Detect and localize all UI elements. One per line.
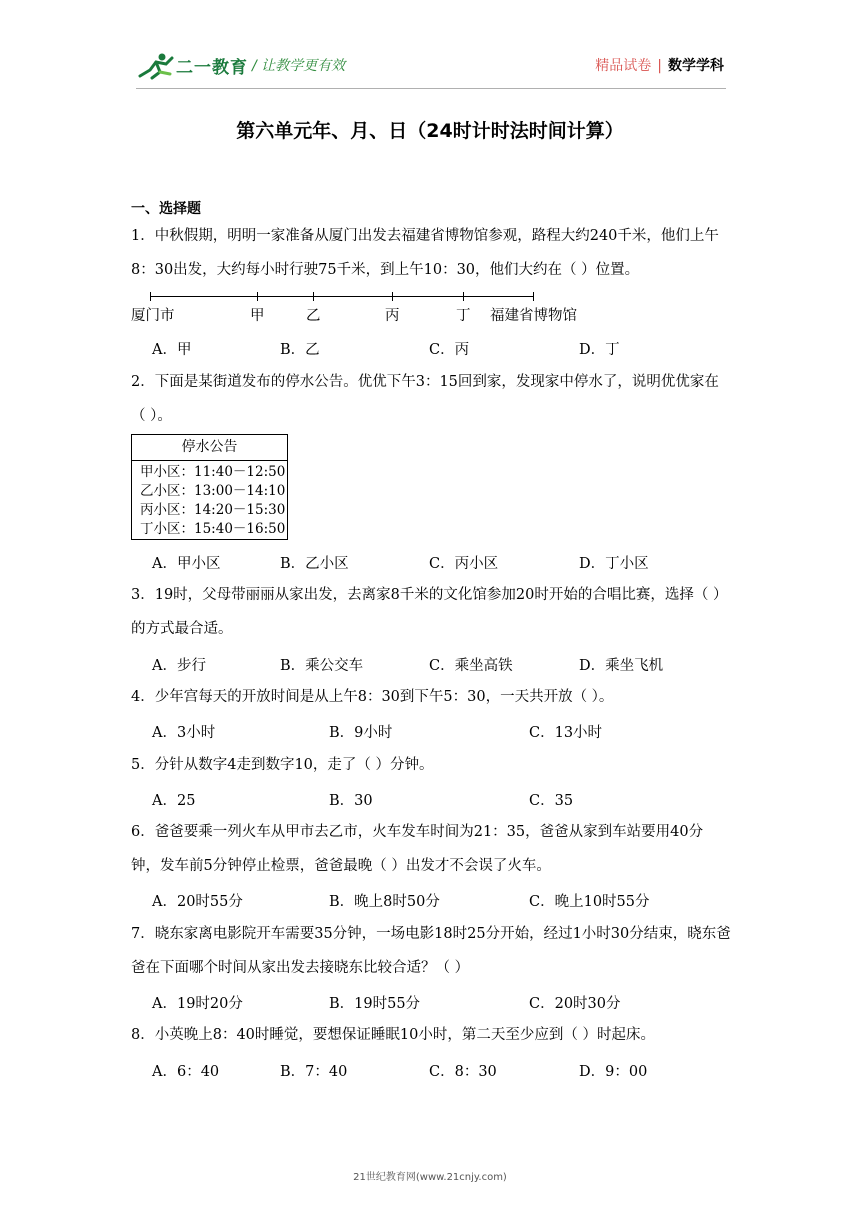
header-subject: 数学学科 (668, 58, 724, 74)
option[interactable]: A．3小时 (152, 725, 216, 741)
question-6: 6．爸爸要乘一列火车从甲市去乙市，火车发车时间为21：35，爸爸从家到车站要用40分钟，发车前5分钟停止检票，爸爸最晚（ ）出发才不会误了火车。 (131, 824, 704, 874)
header-tag: 精品试卷 (595, 58, 652, 74)
option[interactable]: B．乘公交车 (280, 658, 364, 674)
option[interactable]: D．丁小区 (579, 556, 649, 572)
option[interactable]: C．丙小区 (429, 556, 499, 572)
option[interactable]: D．丁 (579, 342, 620, 358)
option[interactable]: C．20时30分 (529, 996, 621, 1012)
option[interactable]: B．7：40 (280, 1064, 348, 1080)
question-3: 3．19时，父母带丽丽从家出发，去离家8千米的文化馆参加20时开始的合唱比赛，选择（ ）的方式最合适。 (131, 587, 728, 637)
tick-mark (392, 292, 393, 301)
water-outage-notice (131, 434, 288, 540)
page-footer: 21世纪教育网(www.21cnjy.com) (353, 1172, 507, 1183)
option[interactable]: C．35 (529, 793, 574, 809)
header-divider (136, 88, 726, 89)
option[interactable]: B．30 (329, 793, 373, 809)
option[interactable]: A．19时20分 (152, 996, 243, 1012)
option[interactable]: A．6：40 (152, 1064, 220, 1080)
number-line (150, 296, 534, 297)
tick-mark (313, 292, 314, 301)
question-5: 5．分针从数字4走到数字10，走了（ ）分钟。 (131, 757, 434, 773)
numline-label: 乙 (306, 308, 321, 324)
option[interactable]: B．晚上8时50分 (329, 894, 440, 910)
tick-mark (463, 292, 464, 301)
question-4: 4．少年宫每天的开放时间是从上午8：30到下午5：30，一天共开放（ ）。 (131, 689, 614, 705)
tick-mark (150, 292, 151, 301)
numline-label: 甲 (250, 308, 265, 324)
option[interactable]: A．甲 (152, 342, 192, 358)
question-7: 7．晓东家离电影院开车需要35分钟，一场电影18时25分开始，经过1小时30分结束，晓东爸爸在下面哪个时间从家出发去接晓东比较合适？（ ） (131, 926, 731, 976)
question-2: 2．下面是某街道发布的停水公告。优优下午3：15回到家，发现家中停水了，说明优优家在（ ）。 (131, 374, 719, 424)
numline-label: 福建省博物馆 (490, 308, 577, 324)
notice-row: 乙小区：13:00－14:10 (140, 483, 286, 499)
option[interactable]: A．步行 (152, 658, 206, 674)
question-1: 1．中秋假期，明明一家准备从厦门出发去福建省博物馆参观，路程大约240千米，他们上午8：30出发，大约每小时行驶75千米，到上午10：30，他们大约在（ ）位置。 (131, 228, 719, 278)
tick-mark (257, 292, 258, 301)
option[interactable]: D．9：00 (579, 1064, 648, 1080)
option[interactable]: C．13小时 (529, 725, 603, 741)
option[interactable]: B．乙小区 (280, 556, 349, 572)
option[interactable]: C．8：30 (429, 1064, 497, 1080)
option[interactable]: C．丙 (429, 342, 470, 358)
option[interactable]: D．乘坐飞机 (579, 658, 664, 674)
header-separator: | (657, 58, 662, 74)
numline-label: 厦门市 (131, 308, 175, 324)
notice-title: 停水公告 (132, 435, 287, 461)
tick-mark (533, 292, 534, 301)
numline-label: 丙 (385, 308, 400, 324)
numline-label: 丁 (456, 308, 471, 324)
option[interactable]: A．甲小区 (152, 556, 221, 572)
page-title: 第六单元年、月、日（24时计时法时间计算） (236, 120, 624, 142)
notice-row: 丙小区：14:20－15:30 (140, 502, 286, 518)
option[interactable]: B．19时55分 (329, 996, 421, 1012)
option[interactable]: C．乘坐高铁 (429, 658, 513, 674)
brand-name: 二一教育 (176, 58, 248, 78)
question-8: 8．小英晚上8：40时睡觉，要想保证睡眠10小时，第二天至少应到（ ）时起床。 (131, 1027, 655, 1043)
option[interactable]: B．乙 (280, 342, 320, 358)
option[interactable]: B．9小时 (329, 725, 393, 741)
notice-row: 丁小区：15:40－16:50 (140, 521, 286, 537)
option[interactable]: A．25 (152, 793, 196, 809)
brand-slogan: / 让教学更有效 (252, 58, 346, 74)
notice-row: 甲小区：11:40－12:50 (140, 464, 286, 480)
option[interactable]: C．晚上10时55分 (529, 894, 650, 910)
section-heading: 一、选择题 (131, 201, 201, 217)
option[interactable]: A．20时55分 (152, 894, 243, 910)
header-right (595, 55, 724, 75)
